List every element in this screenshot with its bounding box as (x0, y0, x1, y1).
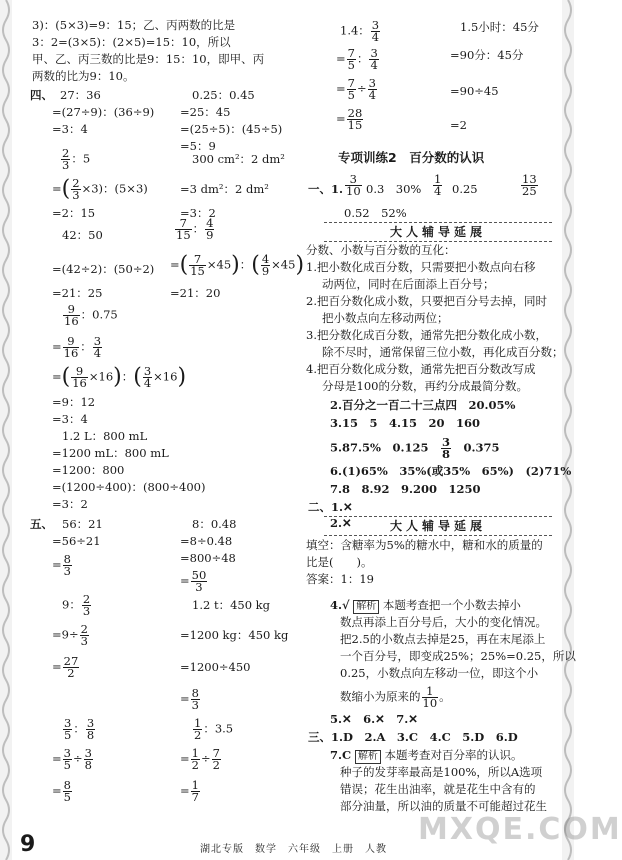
page-number: 9 (20, 832, 36, 857)
answer-line: $\frac{13}{25}$ (522, 172, 537, 198)
math-line: =3：4 (52, 412, 88, 426)
text-line: 甲、乙、丙三数的比是9：15：10，即甲、丙 (32, 52, 265, 66)
math-line: =(27÷9)：(36÷9) (52, 105, 155, 119)
math-line: = $\frac{3}{5}$ ÷ $\frac{3}{8}$ (52, 746, 92, 772)
answer-line: $\frac{3}{10}$ (346, 172, 361, 198)
math-line: 1.4： $\frac{3}{4}$ (340, 18, 380, 44)
math-line: =21：25 (52, 286, 103, 300)
banner-tips-2: 大人辅导延展 (324, 516, 552, 536)
analysis-line: 4.√ 解析 本题考查把一个小数去掉小 (330, 598, 521, 612)
answer-line: 2.✕ (330, 516, 352, 530)
math-line: =2：15 (52, 206, 96, 220)
text-line: 动两位，同时在后面添上百分号； (322, 277, 495, 291)
math-line: = $\frac{8}{3}$ (180, 686, 199, 712)
math-line: =2 (450, 118, 467, 132)
math-line: = $\frac{7}{5}$ ： $\frac{3}{4}$ (336, 46, 378, 72)
text-line: 一个百分号，即变成25%；25%=0.25，所以 (340, 649, 576, 663)
math-line: = $\frac{28}{15}$ (336, 106, 363, 132)
text-line: 种子的发芽率最高是100%，所以A选项 (340, 765, 543, 779)
math-line: =3 dm²：2 dm² (180, 182, 269, 196)
math-line: =1200 mL：800 mL (52, 446, 169, 460)
text-line: 分母是100的分数，再约分成最简分数。 (322, 379, 528, 393)
math-line: =( $\frac{9}{16}$ ×16)：( $\frac{3}{4}$ ×16) (52, 364, 187, 390)
answer-line: 2.百分之一百二十三点四 20.05% (330, 398, 516, 412)
math-line: 1.2 t：450 kg (192, 598, 271, 612)
text-line: 把2.5的小数点去掉是25，再在末尾添上 (340, 632, 546, 646)
math-line: =(42÷2)：(50÷2) (52, 262, 155, 276)
math-line: =21：20 (170, 286, 221, 300)
text-line: 两数的比为9：10。 (32, 69, 135, 83)
answer-line: $\frac{1}{4}$ (434, 172, 442, 198)
math-line: 27：36 (60, 88, 101, 102)
math-line: = $\frac{1}{7}$ (180, 778, 199, 804)
math-line: =25：45 (180, 105, 231, 119)
text-line: 答案：1：19 (306, 572, 374, 586)
math-line: =90分：45分 (450, 48, 524, 62)
math-line: $\frac{9}{16}$ ：0.75 (64, 302, 118, 328)
text-line: 4.把百分数化成分数，通常先把百分数改写成 (306, 362, 536, 376)
math-line: =(1200÷400)：(800÷400) (52, 480, 206, 494)
math-line: =1200：800 (52, 463, 125, 477)
question-label: 一、1. (308, 182, 344, 196)
math-line: =(25÷5)：(45÷5) (180, 122, 283, 136)
text-line: 数缩小为原来的 $\frac{1}{10}$ 。 (340, 684, 451, 710)
text-line: 3.把分数化成百分数，通常先把分数化成小数， (306, 328, 547, 342)
answer-line: 7.8 8.92 9.200 1250 (330, 482, 481, 496)
math-line: = $\frac{1}{2}$ ÷ $\frac{7}{2}$ (180, 746, 220, 772)
math-line: = $\frac{9}{16}$ ： $\frac{3}{4}$ (52, 334, 102, 360)
fraction: $\frac{2}{3}$ (62, 146, 70, 172)
math-line: =800÷48 (180, 551, 236, 565)
right-page-edge (562, 0, 574, 860)
answer-line: 三、1.D 2.A 3.C 4.C 5.D 6.D (308, 730, 518, 744)
math-line: =( $\frac{7}{15}$ ×45)：( $\frac{4}{9}$ ×45) (170, 252, 305, 278)
math-line: 300 cm²：2 dm² (192, 152, 285, 166)
math-line: 42：50 (62, 228, 103, 242)
math-line: =8÷0.48 (180, 534, 233, 548)
answer-line: 0.3 30% (366, 182, 422, 196)
math-line: $\frac{7}{15}$ ： $\frac{4}{9}$ (176, 216, 214, 242)
math-line: =1200÷450 (180, 660, 251, 674)
text-line: 把小数点向左移动两位； (322, 311, 449, 325)
math-line: $\frac{3}{5}$ ： $\frac{3}{8}$ (64, 716, 95, 742)
text-line: 3)：(5×3)=9：15；乙、丙两数的比是 (32, 18, 236, 32)
math-line: $\frac{2}{3}$ ：5 (62, 146, 91, 172)
math-line: = $\frac{8}{5}$ (52, 778, 71, 804)
analysis-line: 7.C 解析 本题考查对百分率的认识。 (330, 748, 523, 762)
math-line: 1.5小时：45分 (460, 20, 539, 34)
text-line: 除不尽时，通常保留三位小数，再化成百分数； (322, 345, 564, 359)
answer-line: 3.15 5 4.15 20 160 (330, 416, 481, 430)
math-line: =90÷45 (450, 84, 499, 98)
analysis-tag: 解析 (353, 600, 379, 614)
math-line: =5：9 (180, 139, 216, 153)
math-line: 1.2 L：800 mL (62, 429, 148, 443)
text-line: 部分油量，所以油的质量不可能超过花生 (340, 799, 547, 813)
math-line: = $\frac{27}{2}$ (52, 654, 79, 680)
left-page-edge (0, 0, 12, 860)
text-line: 填空：含糖率为5%的糖水中，糖和水的质量的 (306, 538, 543, 552)
math-line: $\frac{1}{2}$ ：3.5 (194, 716, 234, 742)
math-line: 9： $\frac{2}{3}$ (62, 592, 91, 618)
math-line: =9÷ $\frac{2}{3}$ (52, 622, 88, 648)
answer-line: 二、1.✕ (308, 500, 353, 514)
banner-tips: 大人辅导延展 (324, 222, 552, 242)
watermark: MXQE.COM (418, 812, 622, 847)
answer-line: 0.25 (452, 182, 478, 196)
section-title: 专项训练2 百分数的认识 (338, 150, 485, 165)
text-line: 比是( )。 (306, 555, 373, 569)
page-footer (0, 830, 574, 860)
math-line: = $\frac{50}{3}$ (180, 568, 207, 594)
footer-text: 湖北专版 数学 六年级 上册 人教 (200, 844, 387, 855)
text-line: 3：2=(3×5)：(2×5)=15：10，所以 (32, 35, 231, 49)
analysis-tag: 解析 (355, 750, 381, 764)
math-line: =3：2 (52, 497, 88, 511)
math-line: 56：21 (62, 517, 103, 531)
text-line: 错误；花生出油率，就是花生中含有的 (340, 782, 536, 796)
text-line: 0.25，小数点向左移动一位，即这个小 (340, 666, 539, 680)
answer-line: 5.✕ 6.✕ 7.✕ (330, 712, 418, 726)
math-line: 8：0.48 (192, 517, 237, 531)
math-line: = $\frac{7}{5}$ ÷ $\frac{3}{4}$ (336, 76, 376, 102)
math-line: = $\frac{8}{3}$ (52, 552, 71, 578)
text-line: 1.把小数化成百分数，只需要把小数点向右移 (306, 260, 536, 274)
answer-line: 0.52 52% (344, 206, 407, 220)
section-four-label: 四、 (30, 88, 53, 102)
math-line: =( $\frac{2}{3}$ ×3)：(5×3) (52, 176, 148, 202)
text-line: 分数、小数与百分数的互化： (306, 243, 456, 257)
math-line: 0.25：0.45 (192, 88, 255, 102)
section-five-label: 五、 (30, 517, 53, 531)
text-line: 数点再添上百分号后，大小的变化情况。 (340, 615, 547, 629)
math-line: =3：2 (180, 206, 216, 220)
answer-line: 5.87.5% 0.125 $\frac{3}{8}$ 0.375 (330, 435, 500, 461)
math-line: =1200 kg：450 kg (180, 628, 289, 642)
text-line: 2.把百分数化成小数，只要把百分号去掉，同时 (306, 294, 547, 308)
math-line: =9：12 (52, 395, 96, 409)
math-line: =56÷21 (52, 534, 101, 548)
math-line: =3：4 (52, 122, 88, 136)
answer-line: 6.(1)65% 35%(或35% 65%) (2)71% (330, 464, 572, 478)
